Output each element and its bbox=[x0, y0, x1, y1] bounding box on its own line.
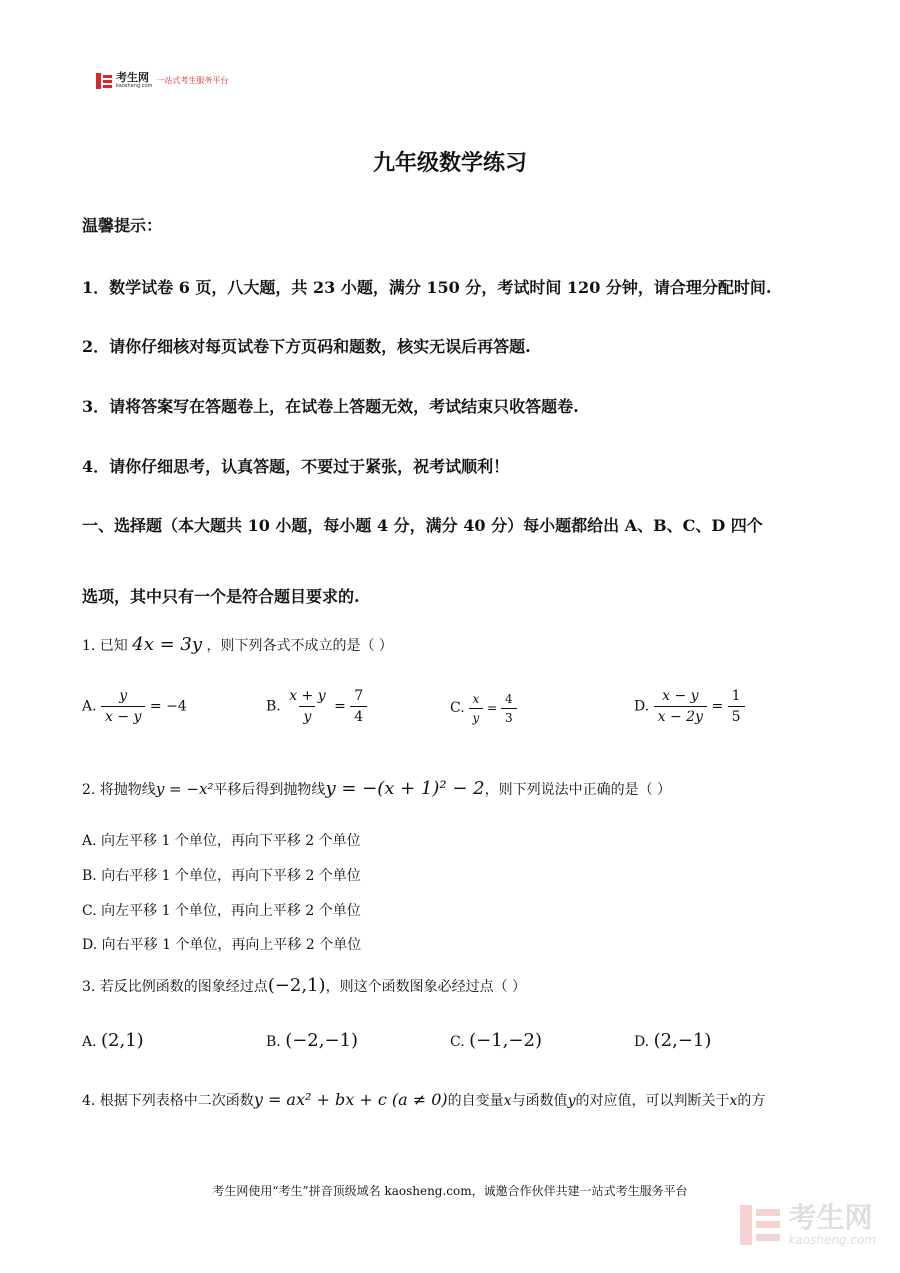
question-2-stem bbox=[82, 778, 671, 799]
logo-tagline: 一站式考生服务平台 bbox=[156, 76, 229, 85]
logo-name: 考生网 bbox=[116, 71, 149, 84]
page-title: 九年级数学练习 bbox=[372, 150, 527, 176]
q2-math-2: y = −(x + 1)² − 2 bbox=[325, 778, 485, 799]
page-footer: 考生网使用“考生”拼音顶级域名 kaosheng.com，诚邀合作伙伴共建一站式考生服务平台 bbox=[212, 1184, 688, 1198]
tip-item-4: 4．请你仔细思考，认真答题，不要过于紧张，祝考试顺利！ bbox=[82, 457, 510, 476]
question-3-stem bbox=[82, 975, 526, 996]
q1-option-d[interactable]: D. $\frac{x - y}{x - 2y}$ = $\frac{1}{5}$ bbox=[634, 688, 745, 725]
q2-option-a[interactable]: A. 向左平移 1 个单位，再向下平移 2 个单位 bbox=[82, 833, 361, 849]
q2-option-b[interactable]: B. 向右平移 1 个单位，再向下平移 2 个单位 bbox=[82, 868, 361, 884]
fraction: $\frac{y}{x - y}$ bbox=[101, 688, 145, 725]
q4-pre: 4. 根据下列表格中二次函数 bbox=[82, 1093, 254, 1109]
question-4-stem bbox=[82, 1090, 765, 1110]
watermark-domain: kaosheng.com bbox=[788, 1233, 876, 1247]
option-math: (−2,−1) bbox=[285, 1030, 359, 1051]
watermark-logo-icon bbox=[740, 1205, 780, 1245]
q3-option-d[interactable] bbox=[634, 1030, 711, 1051]
watermark-name: 考生网 bbox=[788, 1201, 873, 1234]
logo-domain: kaosheng.com bbox=[116, 83, 153, 89]
option-math: (2,−1) bbox=[653, 1030, 712, 1051]
option-label: C. bbox=[450, 1034, 465, 1050]
tip-item-2: 2．请你仔细核对每页试卷下方页码和题数，核实无误后再答题. bbox=[82, 337, 531, 356]
q3-option-b[interactable] bbox=[266, 1030, 358, 1051]
q2-post: ，则下列说法中正确的是（ ） bbox=[484, 782, 672, 798]
tip-item-1: 1．数学试卷 6 页，八大题，共 23 小题，满分 150 分，考试时间 120 分钟，请合理分配时间. bbox=[82, 278, 772, 297]
q1-post: ，则下列各式不成立的是（ ） bbox=[206, 638, 393, 654]
q4-math: y = ax² + bx + c (a ≠ 0) bbox=[253, 1090, 448, 1109]
q4-var-x: x bbox=[503, 1093, 512, 1109]
fraction: $\frac{x + y}{y}$ bbox=[289, 688, 326, 725]
q1-option-b[interactable]: B. $\frac{x + y}{y}$ = $\frac{7}{4}$ bbox=[266, 688, 367, 725]
q3-pre: 3. 若反比例函数的图象经过点 bbox=[82, 979, 268, 995]
q3-option-c[interactable] bbox=[450, 1030, 542, 1051]
q1-math: 4x = 3y bbox=[132, 634, 203, 655]
option-label: C. bbox=[450, 700, 465, 716]
fraction-rhs: $\frac{7}{4}$ bbox=[350, 688, 367, 725]
option-rhs: = −4 bbox=[149, 698, 187, 715]
option-label: A. bbox=[82, 1034, 97, 1050]
watermark bbox=[740, 1201, 876, 1247]
q1-pre: 1. 已知 bbox=[82, 638, 128, 654]
fraction: $\frac{x}{y}$ bbox=[469, 692, 484, 725]
q3-option-a[interactable] bbox=[82, 1030, 144, 1051]
option-math: (−1,−2) bbox=[469, 1030, 542, 1051]
q3-math: (−2,1) bbox=[267, 975, 326, 996]
option-label: B. bbox=[266, 698, 281, 715]
q2-option-d[interactable]: D. 向右平移 1 个单位，再向上平移 2 个单位 bbox=[82, 937, 362, 953]
q4-var-x-2: x bbox=[729, 1093, 738, 1109]
q4-text-2: 与函数值 bbox=[511, 1093, 568, 1109]
tip-item-3: 3．请将答案写在答题卷上，在试卷上答题无效，考试结束只收答题卷. bbox=[82, 397, 579, 416]
q2-pre: 2. 将抛物线 bbox=[82, 782, 156, 798]
q1-option-a[interactable] bbox=[82, 688, 187, 725]
q4-var-y: y bbox=[567, 1093, 576, 1109]
header-logo bbox=[96, 72, 228, 89]
question-1-stem bbox=[82, 634, 393, 655]
option-label: D. bbox=[634, 698, 650, 715]
q1-option-c[interactable]: C. $\frac{x}{y}$ = $\frac{4}{3}$ bbox=[450, 692, 517, 725]
section-heading-line2: 选项，其中只有一个是符合题目要求的. bbox=[82, 587, 360, 606]
q4-text-4: 的方 bbox=[737, 1093, 766, 1109]
fraction-rhs: $\frac{1}{5}$ bbox=[728, 688, 745, 725]
q2-math-1: y = −x² bbox=[155, 780, 214, 798]
q4-text-1: 的自变量 bbox=[447, 1093, 504, 1109]
q3-post: ，则这个函数图象必经过点（ ） bbox=[325, 979, 527, 995]
option-label: D. bbox=[634, 1034, 650, 1050]
option-label: A. bbox=[82, 698, 97, 715]
option-math: (2,1) bbox=[101, 1030, 144, 1051]
fraction: $\frac{x - y}{x - 2y}$ bbox=[654, 688, 707, 725]
q4-text-3: 的对应值，可以判断关于 bbox=[575, 1093, 730, 1109]
q2-option-c[interactable]: C. 向左平移 1 个单位，再向上平移 2 个单位 bbox=[82, 903, 361, 919]
fraction-rhs: $\frac{4}{3}$ bbox=[501, 692, 517, 725]
logo-icon bbox=[96, 73, 112, 89]
q2-mid: 平移后得到抛物线 bbox=[213, 782, 326, 798]
option-label: B. bbox=[266, 1034, 281, 1050]
section-heading-line1: 一、选择题（本大题共 10 小题，每小题 4 分，满分 40 分）每小题都给出 A、B、C、D 四个 bbox=[82, 516, 763, 535]
tips-heading: 温馨提示： bbox=[82, 216, 163, 235]
